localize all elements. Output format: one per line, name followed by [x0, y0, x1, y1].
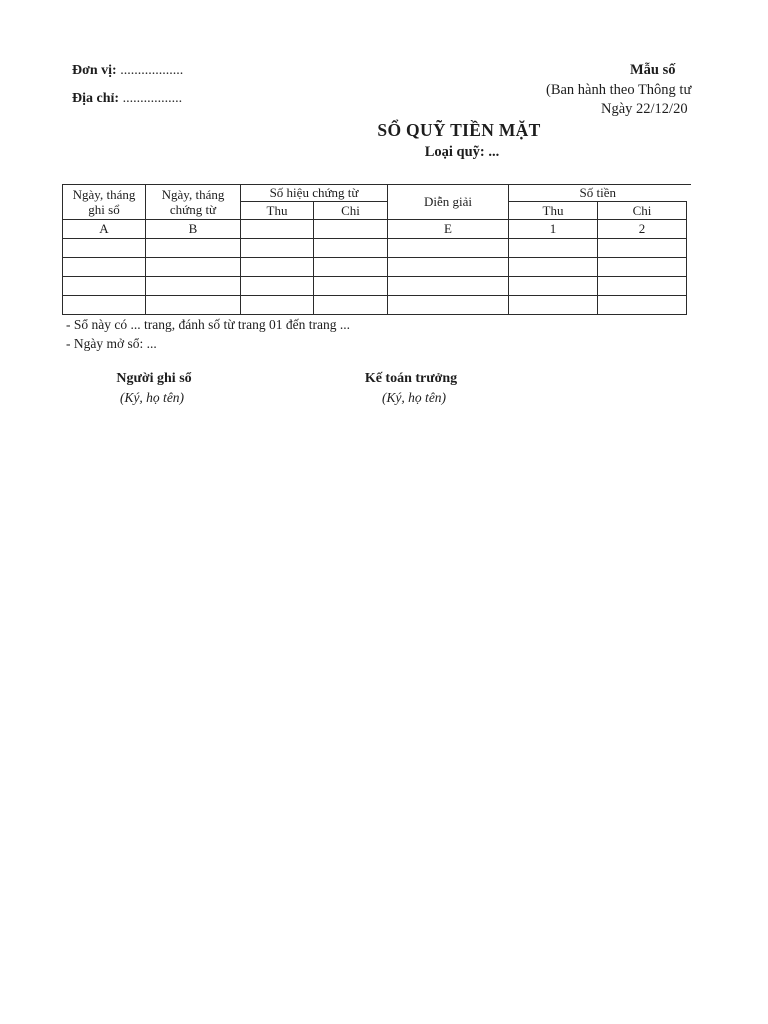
subcol-amount-thu: Thu [509, 202, 598, 220]
empty-cell [314, 258, 388, 277]
col-voucher-number: Số hiệu chứng từ [241, 185, 388, 202]
cash-book-table [62, 184, 687, 315]
unit-line [72, 63, 183, 79]
empty-cell [314, 296, 388, 315]
code-cell [241, 220, 314, 239]
issued-per-circular: (Ban hành theo Thông tư [546, 82, 692, 98]
subcol-voucher-thu: Thu [241, 202, 314, 220]
code-cell: E [388, 220, 509, 239]
empty-row [63, 277, 687, 296]
empty-cell [509, 239, 598, 258]
empty-cell [63, 296, 146, 315]
col-description: Diễn giải [388, 185, 509, 220]
address-label: Địa chỉ: [72, 91, 120, 106]
empty-row [63, 258, 687, 277]
empty-cell [146, 258, 241, 277]
empty-cell [63, 277, 146, 296]
table-top-rule-extension [686, 184, 691, 185]
note-pages: - Sổ này có ... trang, đánh số từ trang 01 đến trang ... [66, 317, 351, 332]
empty-row [63, 239, 687, 258]
fund-type-subtitle: Loại quỹ: ... [424, 144, 500, 160]
code-cell: A [63, 220, 146, 239]
empty-cell [314, 239, 388, 258]
code-cell: 1 [509, 220, 598, 239]
col-date-entry: Ngày, tháng ghi sổ [63, 185, 146, 220]
code-cell [314, 220, 388, 239]
empty-cell [509, 296, 598, 315]
empty-cell [598, 258, 687, 277]
address-line [72, 91, 182, 107]
subcol-amount-chi: Chi [598, 202, 687, 220]
signature-right-subtitle: (Ký, họ tên) [381, 390, 447, 405]
empty-cell [146, 277, 241, 296]
note-open-date: - Ngày mở sổ: ... [66, 336, 157, 351]
empty-cell [388, 296, 509, 315]
page-title: SỔ QUỸ TIỀN MẶT [377, 120, 541, 140]
empty-cell [63, 258, 146, 277]
signature-right-title: Kế toán trưởng [364, 371, 458, 386]
empty-cell [388, 277, 509, 296]
address-dots: ................. [119, 91, 183, 106]
empty-cell [146, 239, 241, 258]
subcol-voucher-chi: Chi [314, 202, 388, 220]
cash-book-table-head [63, 185, 687, 239]
empty-cell [314, 277, 388, 296]
empty-cell [241, 239, 314, 258]
empty-cell [146, 296, 241, 315]
empty-cell [63, 239, 146, 258]
code-cell: 2 [598, 220, 687, 239]
signature-left-title: Người ghi sổ [116, 371, 192, 386]
col-date-voucher: Ngày, tháng chứng từ [146, 185, 241, 220]
empty-cell [241, 258, 314, 277]
header-row-1 [63, 185, 687, 202]
cash-book-table-body [63, 239, 687, 315]
code-row [63, 220, 687, 239]
code-cell: B [146, 220, 241, 239]
empty-cell [509, 277, 598, 296]
circular-date: Ngày 22/12/20 [601, 101, 688, 117]
unit-label: Đơn vị: [72, 63, 117, 78]
empty-cell [509, 258, 598, 277]
empty-row [63, 296, 687, 315]
empty-cell [598, 239, 687, 258]
empty-cell [241, 277, 314, 296]
unit-dots: .................. [116, 63, 184, 78]
empty-cell [241, 296, 314, 315]
empty-cell [598, 277, 687, 296]
empty-cell [598, 296, 687, 315]
signature-left-subtitle: (Ký, họ tên) [119, 390, 185, 405]
empty-cell [388, 239, 509, 258]
col-amount: Số tiền [509, 185, 687, 202]
form-number: Mẫu số [630, 62, 676, 78]
empty-cell [388, 258, 509, 277]
